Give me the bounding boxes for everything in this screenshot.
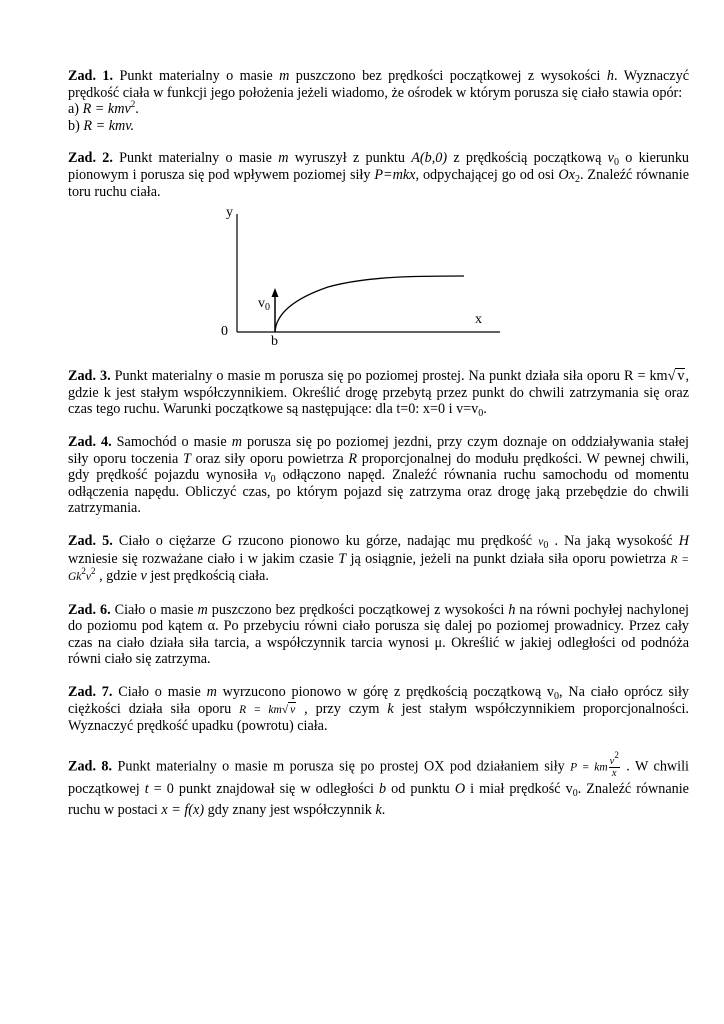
math-exponent: 2 [614,749,619,760]
task-7 [68,684,689,735]
x-axis-label: x [475,312,482,328]
math-symbol: T [338,550,347,567]
task-text: ją osiągnie, jeżeli na punkt działa siła oporu powietrza [346,550,671,567]
math-symbol: v [264,467,271,484]
math-symbol: O [454,780,466,797]
math-symbol: m [197,601,208,618]
math-symbol: H [678,532,689,549]
math-formula: x = f(x) [161,801,205,818]
math-symbol: k [387,700,394,717]
math-exponent: 2 [91,566,96,577]
math-formula: R = kmv. [83,117,135,134]
task-text: od punktu [386,780,455,797]
math-fraction [609,749,620,779]
task-label: Zad. 3. [68,368,111,385]
task-text: Punkt materialny o masie [113,68,280,84]
math-symbol: b [379,780,387,797]
math-symbol: m [278,150,289,167]
b-label: b [271,334,278,350]
task-text: Ciało o ciężarze [112,532,222,549]
math-symbol: m [231,433,242,450]
math-symbol: h [606,68,614,84]
math-exponent: 2 [81,566,86,577]
v0-label-subscript: 0 [265,302,270,314]
math-symbol: v [607,150,614,167]
math-symbol: A(b,0) [411,150,448,167]
task-1 [68,68,689,134]
task-text: . W chwili początkowej [68,758,689,797]
math-symbol: T [183,450,191,467]
math-subscript: 0 [613,157,619,169]
math-symbol: h [508,601,516,618]
task-text: rzucono pionowo ku górze, nadając mu prędkość [231,532,539,549]
v0-label [258,296,270,313]
task-text: Samochód o masie [111,433,232,450]
task-text: gdy znany jest współczynnik [204,801,376,818]
task-text: puszczono bez prędkości początkowej z wysokości [207,601,509,618]
task-8 [68,749,689,821]
math-formula: R = km [624,368,668,385]
task-text: wyruszył z punktu [288,150,412,167]
task-text: jest stałym współczynnikiem proporcjonalności. Wyznaczyć prędkość upadku (powrotu) ciała. [68,700,689,735]
task-text: odłączono napęd. Znaleźć równania ruchu samochodu od momentu odłączenia napędu. Obliczyć czas, po którym pojazd się zatrzyma oraz drogę jaką przebędzie do chwili zatrzymania. [68,467,690,517]
task-text: , Na ciało oprócz siły ciężkości działa siła oporu [68,684,689,717]
task-5 [68,533,689,586]
task-text: porusza się po poziomej jezdni, przy czym doznaje on oddziaływania stałej siły oporu toczenia [68,433,689,467]
math-symbol: t [144,780,149,797]
origin-label: 0 [221,324,228,340]
math-symbol: Ox [558,166,575,183]
math-subscript: 0 [478,408,484,420]
document-page [68,68,689,837]
task-text: . [483,401,487,418]
math-formula: R = Gk [68,553,689,584]
fraction-denominator: x [611,767,617,779]
math-symbol: v [609,755,615,767]
option-label: b) [68,117,80,134]
task-text: jest prędkością ciała. [146,568,269,585]
task-text: oraz siły oporu powietrza [190,450,349,467]
math-symbol: G [221,532,232,549]
task-label: Zad. 4. [68,433,112,450]
task-text: Ciało o masie [110,601,198,618]
task-4 [68,434,689,517]
math-formula: P=mkx [374,166,416,183]
option-label: a) [68,101,80,118]
task-text: Ciało o masie [112,684,207,701]
v0-arrow-head [272,288,279,297]
trajectory-curve [275,276,464,332]
task-text: . Na jaką wysokość [548,532,679,549]
task-text: wyrzucono pionowo w górę z prędkością początkową v [216,684,555,701]
task-label: Zad. 2. [68,150,113,167]
task-text: , gdzie k jest stałym współczynnikiem. Określić drogę przebytą przez punkt do chwili zatrzymania się oraz czas tego ruchu. Warunki początkowe są następujące: dla t=0: x=0 i v=v [68,368,690,418]
task-label: Zad. 1. [68,68,114,84]
task-text: o kierunku pionowym i porusza się pod wpływem poziomej siły [68,150,690,183]
task-label: Zad. 5. [68,532,113,549]
math-symbol: v [538,535,544,548]
task-text: , odpychającej go od osi [415,166,559,183]
task-text: proporcjonalnej do modułu prędkości. W pewnej chwili, gdy prędkość pojazdu wynosiła [68,450,689,484]
math-subscript: 0 [554,691,560,703]
task-6 [68,602,689,668]
math-symbol: R [348,450,358,467]
task-text: i miał prędkość v [465,780,573,797]
math-symbol: k [375,801,382,818]
task-text: . Znaleźć równanie toru ruchu ciała. [68,166,689,200]
task-text: . [381,801,386,818]
math-radicand: v [677,368,685,385]
sqrt-sign: √ [281,703,289,716]
math-subscript: 0 [572,787,578,799]
task-label: Zad. 7. [68,684,113,701]
task-3 [68,368,689,418]
sqrt-sign: √ [667,368,676,385]
math-symbol: m [279,68,290,84]
math-subscript: 0 [543,539,549,551]
task-text: . [135,101,139,118]
math-formula: R = km [239,703,282,716]
task-2 [68,150,689,200]
math-symbol: v [85,571,92,584]
task-text: Punkt materialny o masie m porusza się po poziomej prostej. Na punkt działa siła oporu [110,368,620,385]
fraction-numerator [609,749,620,768]
math-subscript: 0 [270,474,276,486]
v0-label-text: v [258,296,265,312]
math-subscript: 2 [574,173,580,185]
task-text: , przy czym [296,700,388,717]
task-text: = 0 punkt znajdował się w odległości [148,780,380,797]
trajectory-figure [68,204,689,356]
task-text: z prędkością początkową [447,150,608,167]
task-text: na równi pochyłej nachylonej do poziomu pod kątem α. Po przebyciu równi ciało porusza się dalej po poziomej prowadnicy. Przez cały czas na ciało działa siła tarcia, a współczynnik tarcia wynosi μ. Określić w jakiej odległości od podnóża równi ciało się zatrzyma. [68,601,689,668]
math-radicand: v [290,703,296,716]
task-text: wzniesie się rozważane ciało i w jakim czasie [68,550,339,567]
task-label: Zad. 8. [68,758,113,775]
math-exponent: 2 [130,99,136,110]
math-symbol: m [206,684,217,701]
task-text: , gdzie [95,568,141,585]
math-symbol: v [140,568,147,585]
math-formula: R = kmv [82,101,131,118]
task-label: Zad. 6. [68,601,111,618]
trajectory-diagram [68,204,689,356]
task-text: . Znaleźć równanie ruchu w postaci [68,780,689,818]
task-text: puszczono bez prędkości początkowej z wysokości [289,68,607,84]
task-text: . Wyznaczyć prędkość ciała w funkcji jego położenia jeżeli wiadomo, że ośrodek w którym porusza się ciało stawia opór: [68,68,689,101]
math-formula: P = km [570,761,608,774]
task-text: Punkt materialny o masie m porusza się po prostej OX pod działaniem siły [112,758,571,775]
task-text: Punkt materialny o masie [112,150,279,167]
y-axis-label: y [226,205,233,221]
